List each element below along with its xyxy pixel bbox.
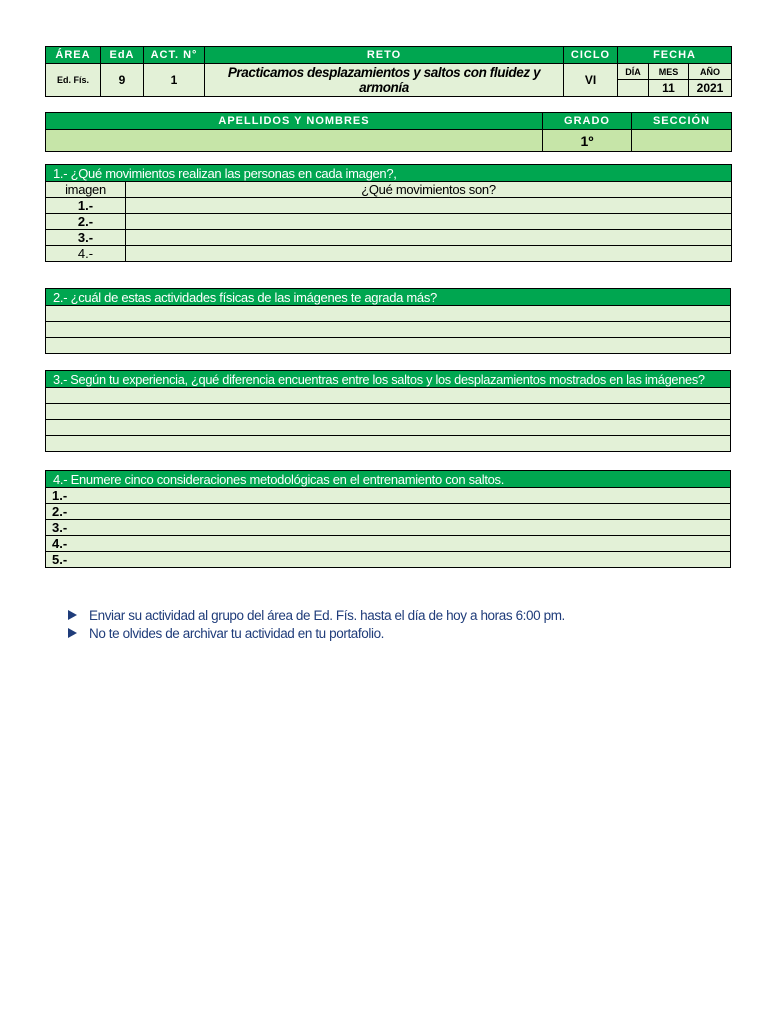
act-value: 1 <box>144 64 205 97</box>
nombres-header: APELLIDOS Y NOMBRES <box>46 113 543 130</box>
nombres-field[interactable] <box>46 130 543 152</box>
question-2-title: 2.- ¿cuál de estas actividades físicas de las imágenes te agrada más? <box>46 289 731 306</box>
question-1-row-label: 1.- <box>46 198 126 214</box>
question-1-title: 1.- ¿Qué movimientos realizan las personas en cada imagen?, <box>46 165 732 182</box>
instruction-text: Enviar su actividad al grupo del área de Ed. Fís. hasta el día de hoy a horas 6:00 pm. <box>89 607 565 623</box>
question-4-answer-5[interactable]: 5.- <box>46 552 731 568</box>
question-3-answer-line[interactable] <box>46 388 731 404</box>
imagen-column-header: imagen <box>46 182 126 198</box>
eda-header: EdA <box>101 47 144 64</box>
question-4-answer-1[interactable]: 1.- <box>46 488 731 504</box>
reto-header: RETO <box>205 47 564 64</box>
question-1-row-label: 2.- <box>46 214 126 230</box>
reto-value: Practicamos desplazamientos y saltos con fluidez y armonía <box>205 64 564 97</box>
instruction-item <box>68 606 565 624</box>
question-3-answer-line[interactable] <box>46 436 731 452</box>
arrow-bullet-icon <box>68 610 77 620</box>
question-1-table <box>45 164 732 262</box>
fecha-header: FECHA <box>618 47 732 64</box>
question-4-answer-3[interactable]: 3.- <box>46 520 731 536</box>
question-3-table <box>45 370 731 452</box>
question-3-answer-line[interactable] <box>46 420 731 436</box>
question-1-answer-1[interactable] <box>126 198 732 214</box>
ciclo-value: VI <box>564 64 618 97</box>
instruction-item <box>68 624 565 642</box>
act-header: ACT. N° <box>144 47 205 64</box>
grado-header: GRADO <box>543 113 632 130</box>
mes-value: 11 <box>649 80 689 97</box>
question-4-answer-2[interactable]: 2.- <box>46 504 731 520</box>
question-1-answer-3[interactable] <box>126 230 732 246</box>
seccion-field[interactable] <box>632 130 732 152</box>
header-table <box>45 46 732 97</box>
eda-value: 9 <box>101 64 144 97</box>
question-4-title: 4.- Enumere cinco consideraciones metodológicas en el entrenamiento con saltos. <box>46 471 731 488</box>
instruction-text: No te olvides de archivar tu actividad en tu portafolio. <box>89 625 385 641</box>
area-header: ÁREA <box>46 47 101 64</box>
dia-label: DÍA <box>618 64 649 80</box>
question-1-answer-2[interactable] <box>126 214 732 230</box>
grado-value: 1º <box>543 130 632 152</box>
question-1-answer-4[interactable] <box>126 246 732 262</box>
question-4-answer-4[interactable]: 4.- <box>46 536 731 552</box>
area-value: Ed. Fís. <box>46 64 101 97</box>
arrow-bullet-icon <box>68 628 77 638</box>
anio-label: AÑO <box>689 64 732 80</box>
movimientos-column-header: ¿Qué movimientos son? <box>126 182 732 198</box>
question-1-row-label: 3.- <box>46 230 126 246</box>
question-2-answer-line[interactable] <box>46 338 731 354</box>
instructions-list <box>68 606 565 642</box>
question-3-title: 3.- Según tu experiencia, ¿qué diferencia encuentras entre los saltos y los desplazamientos mostrados en las imágenes? <box>46 371 731 388</box>
student-table <box>45 112 732 152</box>
dia-value[interactable] <box>618 80 649 97</box>
question-2-answer-line[interactable] <box>46 322 731 338</box>
anio-value: 2021 <box>689 80 732 97</box>
question-1-row-label: 4.- <box>46 246 126 262</box>
question-3-answer-line[interactable] <box>46 404 731 420</box>
seccion-header: SECCIÓN <box>632 113 732 130</box>
mes-label: MES <box>649 64 689 80</box>
question-2-answer-line[interactable] <box>46 306 731 322</box>
question-4-table <box>45 470 731 568</box>
ciclo-header: CICLO <box>564 47 618 64</box>
question-2-table <box>45 288 731 354</box>
